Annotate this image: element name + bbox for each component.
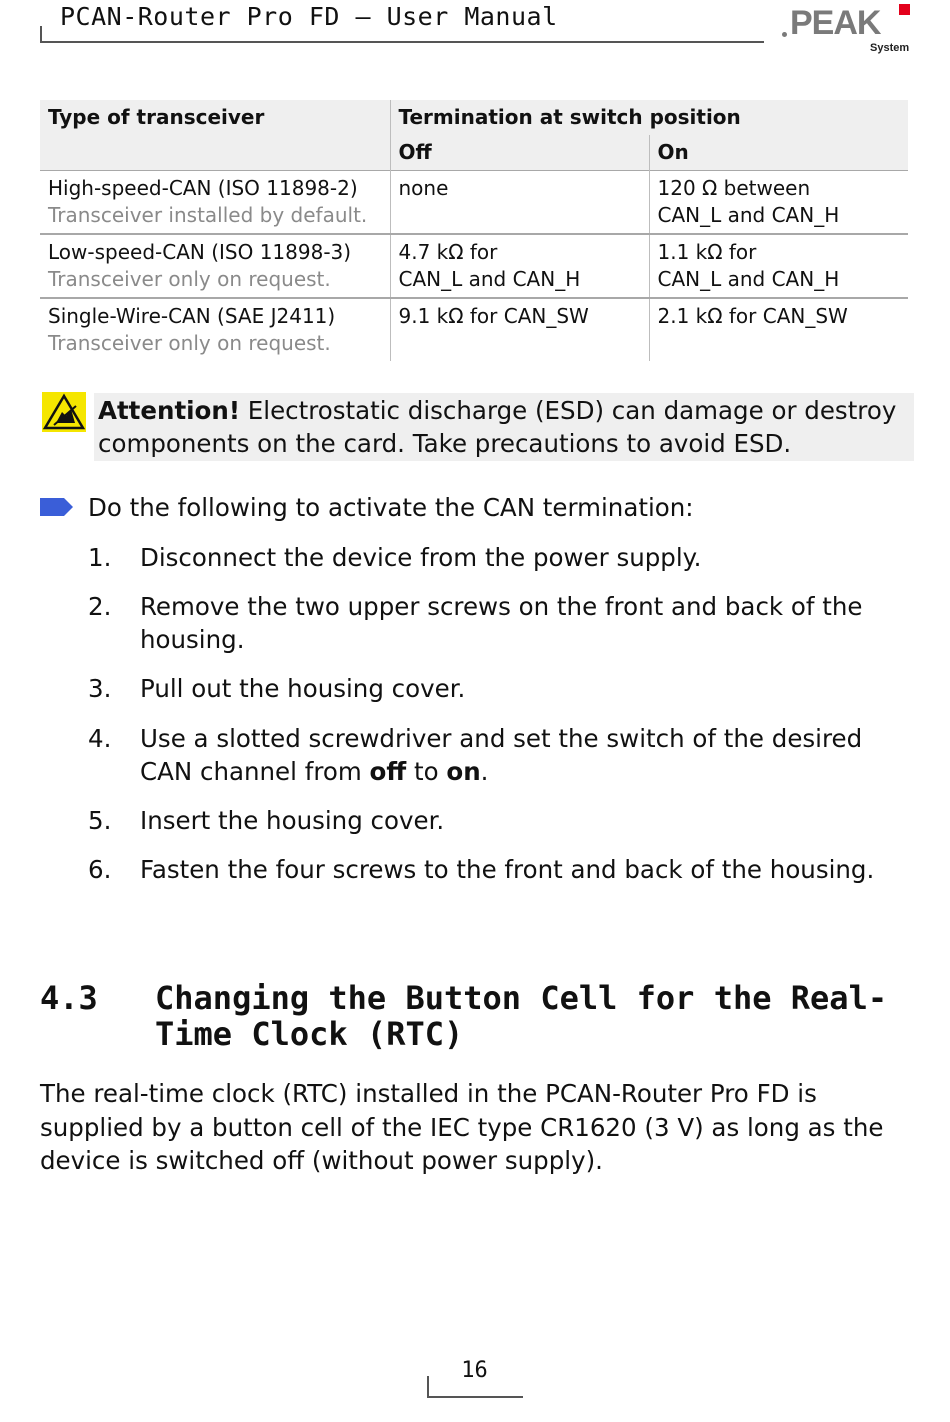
step-number: 2. <box>88 592 112 621</box>
header-off: Off <box>390 135 649 171</box>
step-number: 6. <box>88 855 112 884</box>
transceiver-cell <box>40 234 390 298</box>
header-termination: Termination at switch position <box>390 100 908 135</box>
step-text-part: to <box>406 757 447 786</box>
page-number: 16 <box>461 1358 488 1383</box>
keyword-off: off <box>369 757 407 786</box>
header-type-of-transceiver: Type of transceiver <box>40 100 390 171</box>
keyword-on: on <box>446 757 481 786</box>
transceiver-note: Transceiver installed by default. <box>48 203 368 227</box>
procedure-arrow-icon <box>40 497 74 517</box>
off-value: 4.7 kΩ for <box>398 240 498 264</box>
step-text: Insert the housing cover. <box>140 806 445 835</box>
step-text: Disconnect the device from the power supply. <box>140 543 702 572</box>
footer-rule-tick <box>427 1376 429 1398</box>
step-number: 1. <box>88 543 112 572</box>
termination-table <box>40 100 908 361</box>
step-text <box>140 722 910 788</box>
attention-message: Electrostatic discharge (ESD) can damage or destroy components on the card. Take precautions to avoid ESD. <box>98 396 897 458</box>
section-paragraph: The real-time clock (RTC) installed in the PCAN-Router Pro FD is supplied by a button cell of the IEC type CR1620 (3 V) as long as the device is switched off (without power supply). <box>40 1079 884 1175</box>
on-cell <box>649 171 908 235</box>
table-row <box>40 298 908 361</box>
section-title: Changing the Button Cell for the Real-Time Clock (RTC) <box>155 979 888 1053</box>
off-value: none <box>398 176 449 200</box>
off-value: 9.1 kΩ for CAN_SW <box>398 304 589 328</box>
transceiver-note: Transceiver only on request. <box>48 331 331 355</box>
table-row <box>40 234 908 298</box>
attention-text <box>98 394 913 460</box>
header-on: On <box>649 135 908 171</box>
logo-wordmark: PEAK <box>790 4 881 42</box>
table-row <box>40 171 908 235</box>
transceiver-name: Low-speed-CAN (ISO 11898-3) <box>48 240 352 264</box>
on-value: 120 Ω between <box>657 176 811 200</box>
page-header-title: PCAN-Router Pro FD – User Manual <box>60 2 558 31</box>
step-number: 4. <box>88 724 112 753</box>
on-cell <box>649 234 908 298</box>
off-cell <box>390 298 649 361</box>
step-text: Fasten the four screws to the front and back of the housing. <box>140 855 875 884</box>
procedure-intro: Do the following to activate the CAN termination: <box>88 493 694 522</box>
step-number: 5. <box>88 806 112 835</box>
logo-dot <box>782 32 787 37</box>
attention-label: Attention! <box>98 396 240 425</box>
on-value: CAN_L and CAN_H <box>657 267 840 291</box>
transceiver-name: Single-Wire-CAN (SAE J2411) <box>48 304 336 328</box>
peak-system-logo <box>782 4 912 60</box>
step-text: Pull out the housing cover. <box>140 674 466 703</box>
logo-subtext: System <box>870 42 910 54</box>
step-text-part: . <box>480 757 489 786</box>
step-number: 3. <box>88 674 112 703</box>
esd-warning-icon <box>42 392 86 432</box>
on-cell <box>649 298 908 361</box>
off-cell <box>390 171 649 235</box>
on-value: 2.1 kΩ for CAN_SW <box>657 304 848 328</box>
logo-red-square <box>899 4 910 15</box>
transceiver-cell <box>40 298 390 361</box>
table-header-row <box>40 100 908 135</box>
transceiver-name: High-speed-CAN (ISO 11898-2) <box>48 176 358 200</box>
on-value: CAN_L and CAN_H <box>657 203 840 227</box>
off-value: CAN_L and CAN_H <box>398 267 581 291</box>
off-cell <box>390 234 649 298</box>
transceiver-note: Transceiver only on request. <box>48 267 331 291</box>
section-number: 4.3 <box>40 979 98 1017</box>
step-text-part: Use a slotted screwdriver and set the switch of the desired CAN channel from <box>140 724 863 786</box>
transceiver-cell <box>40 171 390 235</box>
header-rule <box>40 41 764 43</box>
step-text: Remove the two upper screws on the front and back of the housing. <box>140 592 863 654</box>
header-rule-tick <box>40 26 42 43</box>
footer-rule <box>427 1396 523 1398</box>
on-value: 1.1 kΩ for <box>657 240 757 264</box>
